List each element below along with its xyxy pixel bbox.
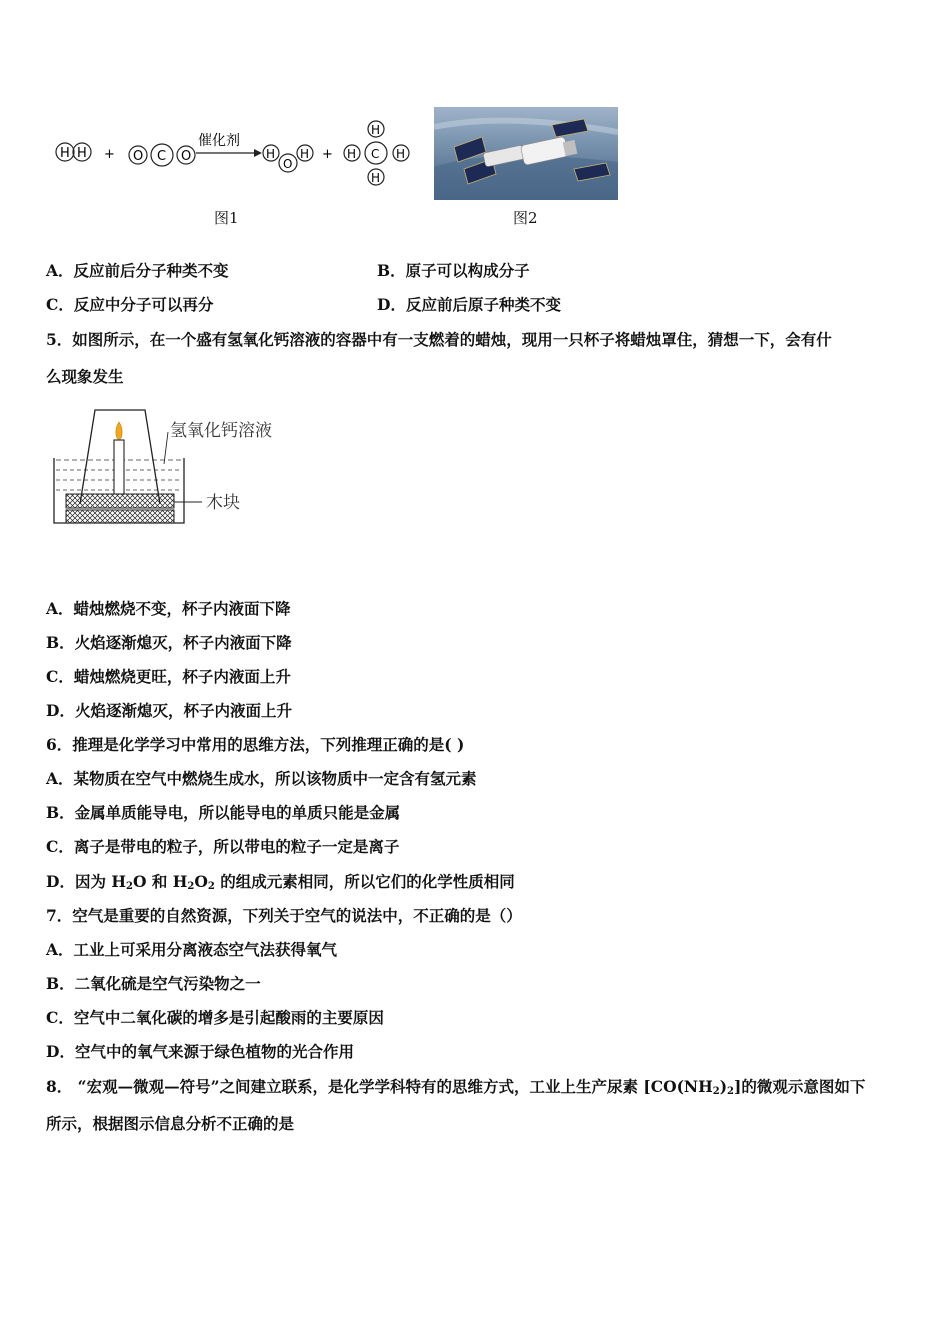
- solution-leader-line: [164, 432, 168, 464]
- atom-h-label: H: [347, 147, 357, 161]
- atom-o-label: O: [283, 157, 293, 171]
- atom-h-label: H: [77, 146, 87, 161]
- candle-flame: [116, 422, 122, 440]
- q7-option-d: D．空气中的氧气来源于绿色植物的光合作用: [46, 1042, 354, 1061]
- wood-block-label: 木块: [206, 493, 240, 513]
- atom-o-label: O: [181, 149, 192, 164]
- atom-h-label: H: [60, 146, 70, 161]
- figure-2-space-station-image: [434, 107, 618, 200]
- atom-c-label: C: [371, 147, 380, 161]
- q4-option-c: C．反应中分子可以再分: [46, 295, 214, 314]
- wood-block: [66, 510, 174, 523]
- atom-h-label: H: [371, 171, 381, 185]
- q7-option-c: C．空气中二氧化碳的增多是引起酸雨的主要原因: [46, 1008, 384, 1027]
- q5-stem-line-2: 么现象发生: [46, 367, 124, 386]
- q6-option-d: D．因为 $H_2O$ 和 $H_2O_2$ 的组成元素相同，所以它们的化学性质相同: [46, 872, 515, 892]
- q8-stem-line-2: 所示，根据图示信息分析不正确的是: [46, 1114, 295, 1133]
- arrow-head: [254, 149, 262, 157]
- plus-sign: +: [322, 147, 333, 162]
- atom-h-label: H: [300, 147, 310, 161]
- catalyst-label: 催化剂: [198, 133, 240, 149]
- wood-block: [66, 494, 174, 508]
- atom-h-label: H: [371, 123, 381, 137]
- figure-1-reaction-diagram: [50, 115, 420, 195]
- q6-option-c: C．离子是带电的粒子，所以带电的粒子一定是离子: [46, 837, 400, 856]
- q7-option-a: A．工业上可采用分离液态空气法获得氧气: [46, 940, 338, 959]
- q5-option-d: D．火焰逐渐熄灭，杯子内液面上升: [46, 701, 292, 720]
- q5-candle-apparatus-figure: [50, 408, 290, 533]
- q7-stem: 7．空气是重要的自然资源，下列关于空气的说法中，不正确的是（）: [46, 906, 522, 925]
- q7-option-b: B．二氧化硫是空气污染物之一: [46, 974, 261, 993]
- figure-2-label: 图2: [513, 209, 538, 227]
- solution-label: 氢氧化钙溶液: [170, 421, 272, 441]
- candle: [114, 440, 124, 494]
- atom-c-label: C: [157, 149, 167, 164]
- q4-option-a: A．反应前后分子种类不变: [46, 261, 229, 280]
- atom-o-label: O: [133, 149, 144, 164]
- q6-option-b: B．金属单质能导电，所以能导电的单质只能是金属: [46, 803, 401, 822]
- q8-stem-line-1: 8． “宏观—微观—符号”之间建立联系，是化学学科特有的思维方式，工业上生产尿素 $[CO(NH_2)_2]$的微观示意图如下: [46, 1077, 866, 1097]
- atom-h-label: H: [396, 147, 406, 161]
- atom-h-label: H: [266, 147, 276, 161]
- q5-option-b: B．火焰逐渐熄灭，杯子内液面下降: [46, 633, 292, 652]
- q5-option-c: C．蜡烛燃烧更旺，杯子内液面上升: [46, 667, 291, 686]
- q4-option-b: B．原子可以构成分子: [377, 261, 530, 280]
- q5-option-a: A．蜡烛燃烧不变，杯子内液面下降: [46, 599, 291, 618]
- plus-sign: +: [104, 147, 115, 162]
- q6-stem: 6．推理是化学学习中常用的思维方法，下列推理正确的是( ): [46, 735, 465, 754]
- q4-option-d: D．反应前后原子种类不变: [377, 295, 561, 314]
- q6-option-a: A．某物质在空气中燃烧生成水，所以该物质中一定含有氢元素: [46, 769, 477, 788]
- q5-stem-line-1: 5．如图所示，在一个盛有氢氧化钙溶液的容器中有一支燃着的蜡烛，现用一只杯子将蜡烛罩住，猜想一下，会有什: [46, 330, 832, 349]
- figure-1-label: 图1: [214, 209, 239, 227]
